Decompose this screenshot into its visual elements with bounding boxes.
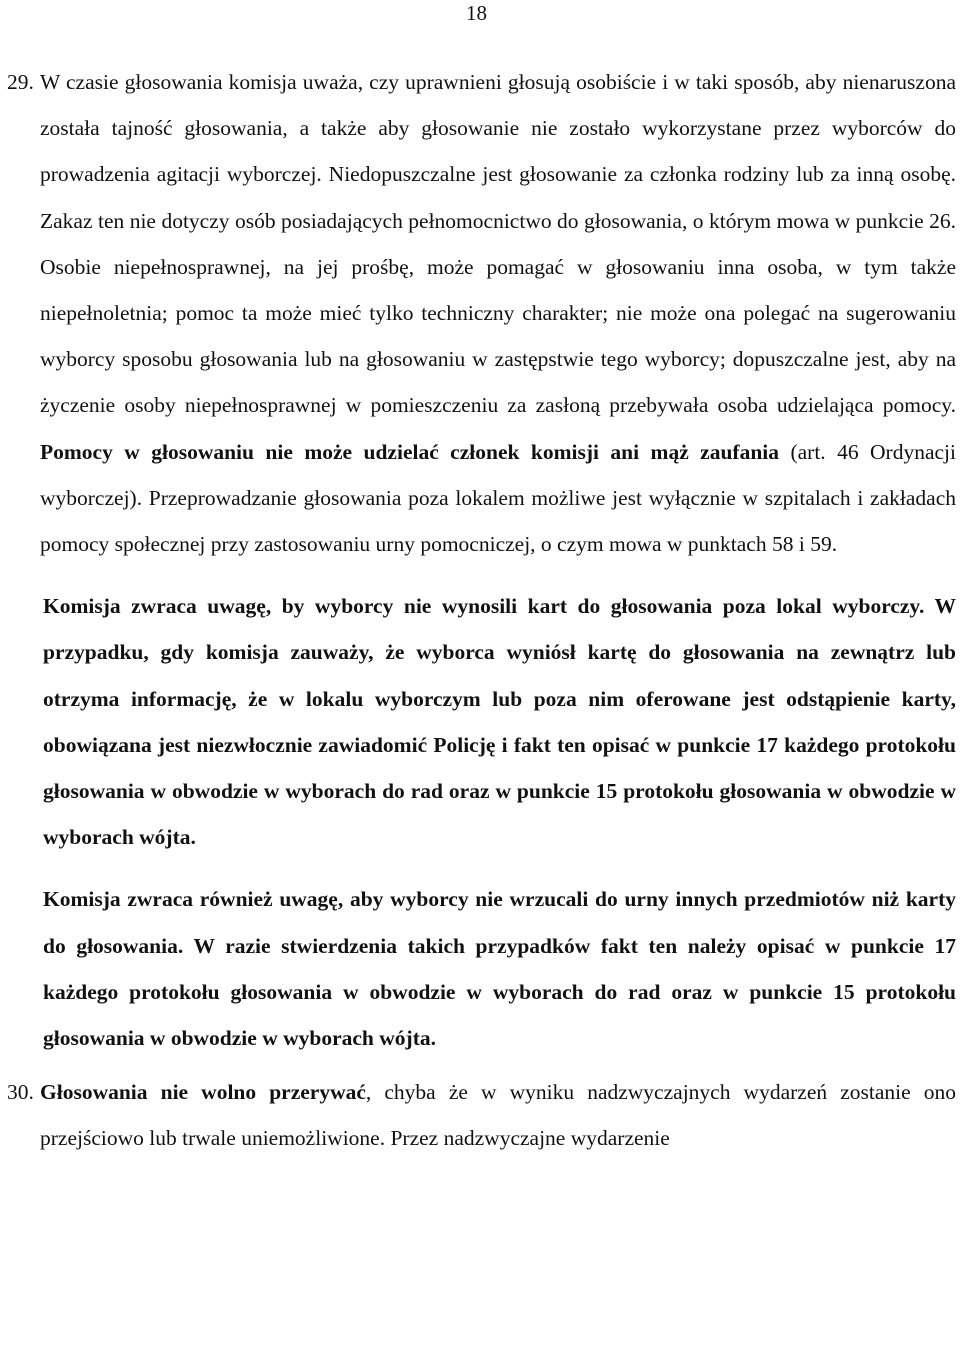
item-number: 29. xyxy=(7,70,34,94)
item-number: 30. xyxy=(7,1080,34,1105)
bold-paragraph-other-objects: Komisja zwraca również uwagę, aby wyborcy nie wrzucali do urny innych przedmiotów niż karty do głosowania. W razie stwierdzenia takich przypadków fakt ten należy opisać w punkcie 17 każdego protokołu głosowania w obwodzie w wyborach do rad oraz w punkcie 15 protokołu głosowania w obwodzie w wyborach wójta. xyxy=(43,887,956,1051)
document-body xyxy=(0,59,960,1162)
page-number: 18 xyxy=(466,1,487,25)
list-item-30 xyxy=(7,1069,956,1161)
bold-paragraph-ballots-outside: Komisja zwraca uwagę, by wyborcy nie wynosili kart do głosowania poza lokal wyborczy. W przypadku, gdy komisja zauważy, że wyborca wyniósł kartę do głosowania na zewnątrz lub otrzyma informację, że w lokalu wyborczym lub poza nim oferowane jest odstąpienie karty, obowiązana jest niezwłocznie zawiadomić Policję i fakt ten opisać w punkcie 17 każdego protokołu głosowania w obwodzie w wyborach do rad oraz w punkcie 15 protokołu głosowania w obwodzie w wyborach wójta. xyxy=(43,594,956,850)
item-29-text-continued: (art. 46 Ordynacji wyborczej). Przeprowadzanie głosowania poza lokalem możliwe jest wyłącznie w szpitalach i zakładach pomocy społecznej przy zastosowaniu urny pomocniczej, o czym mowa w punktach 58 i 59. xyxy=(40,439,957,557)
item-29-text: W czasie głosowania komisja uważa, czy uprawnieni głosują osobiście i w taki sposób, aby nienaruszona została tajność głosowania, a także aby głosowanie nie zostało wykorzystane przez wyborców do prowadzenia agitacji wyborczej. Niedopuszczalne jest głosowanie za członka rodziny lub za inną osobę. Zakaz ten nie dotyczy osób posiadających pełnomocnictwo do głosowania, o którym mowa w punkcie 26. Osobie niepełnosprawnej, na jej prośbę, może pomagać w głosowaniu inna osoba, w tym także niepełnoletnia; pomoc ta może mieć tylko techniczny charakter; nie może ona polegać na sugerowaniu wyborcy sposobu głosowania lub na głosowaniu w zastępstwie tego wyborcy; dopuszczalne jest, aby na życzenie osoby niepełnosprawnej w pomieszczeniu za zasłoną przebywała osoba udzielająca pomocy. xyxy=(40,70,956,418)
list-item-29 xyxy=(7,59,957,567)
item-29-bold-text: Pomocy w głosowaniu nie może udzielać członek komisji ani mąż zaufania xyxy=(40,439,780,464)
item-30-text: , chyba że w wyniku nadzwyczajnych wydarzeń zostanie ono przejściowo lub trwale uniemożliwione. Przez nadzwyczajne wydarzenie xyxy=(40,1080,956,1151)
item-30-bold-text: Głosowania nie wolno przerywać xyxy=(40,1080,366,1105)
